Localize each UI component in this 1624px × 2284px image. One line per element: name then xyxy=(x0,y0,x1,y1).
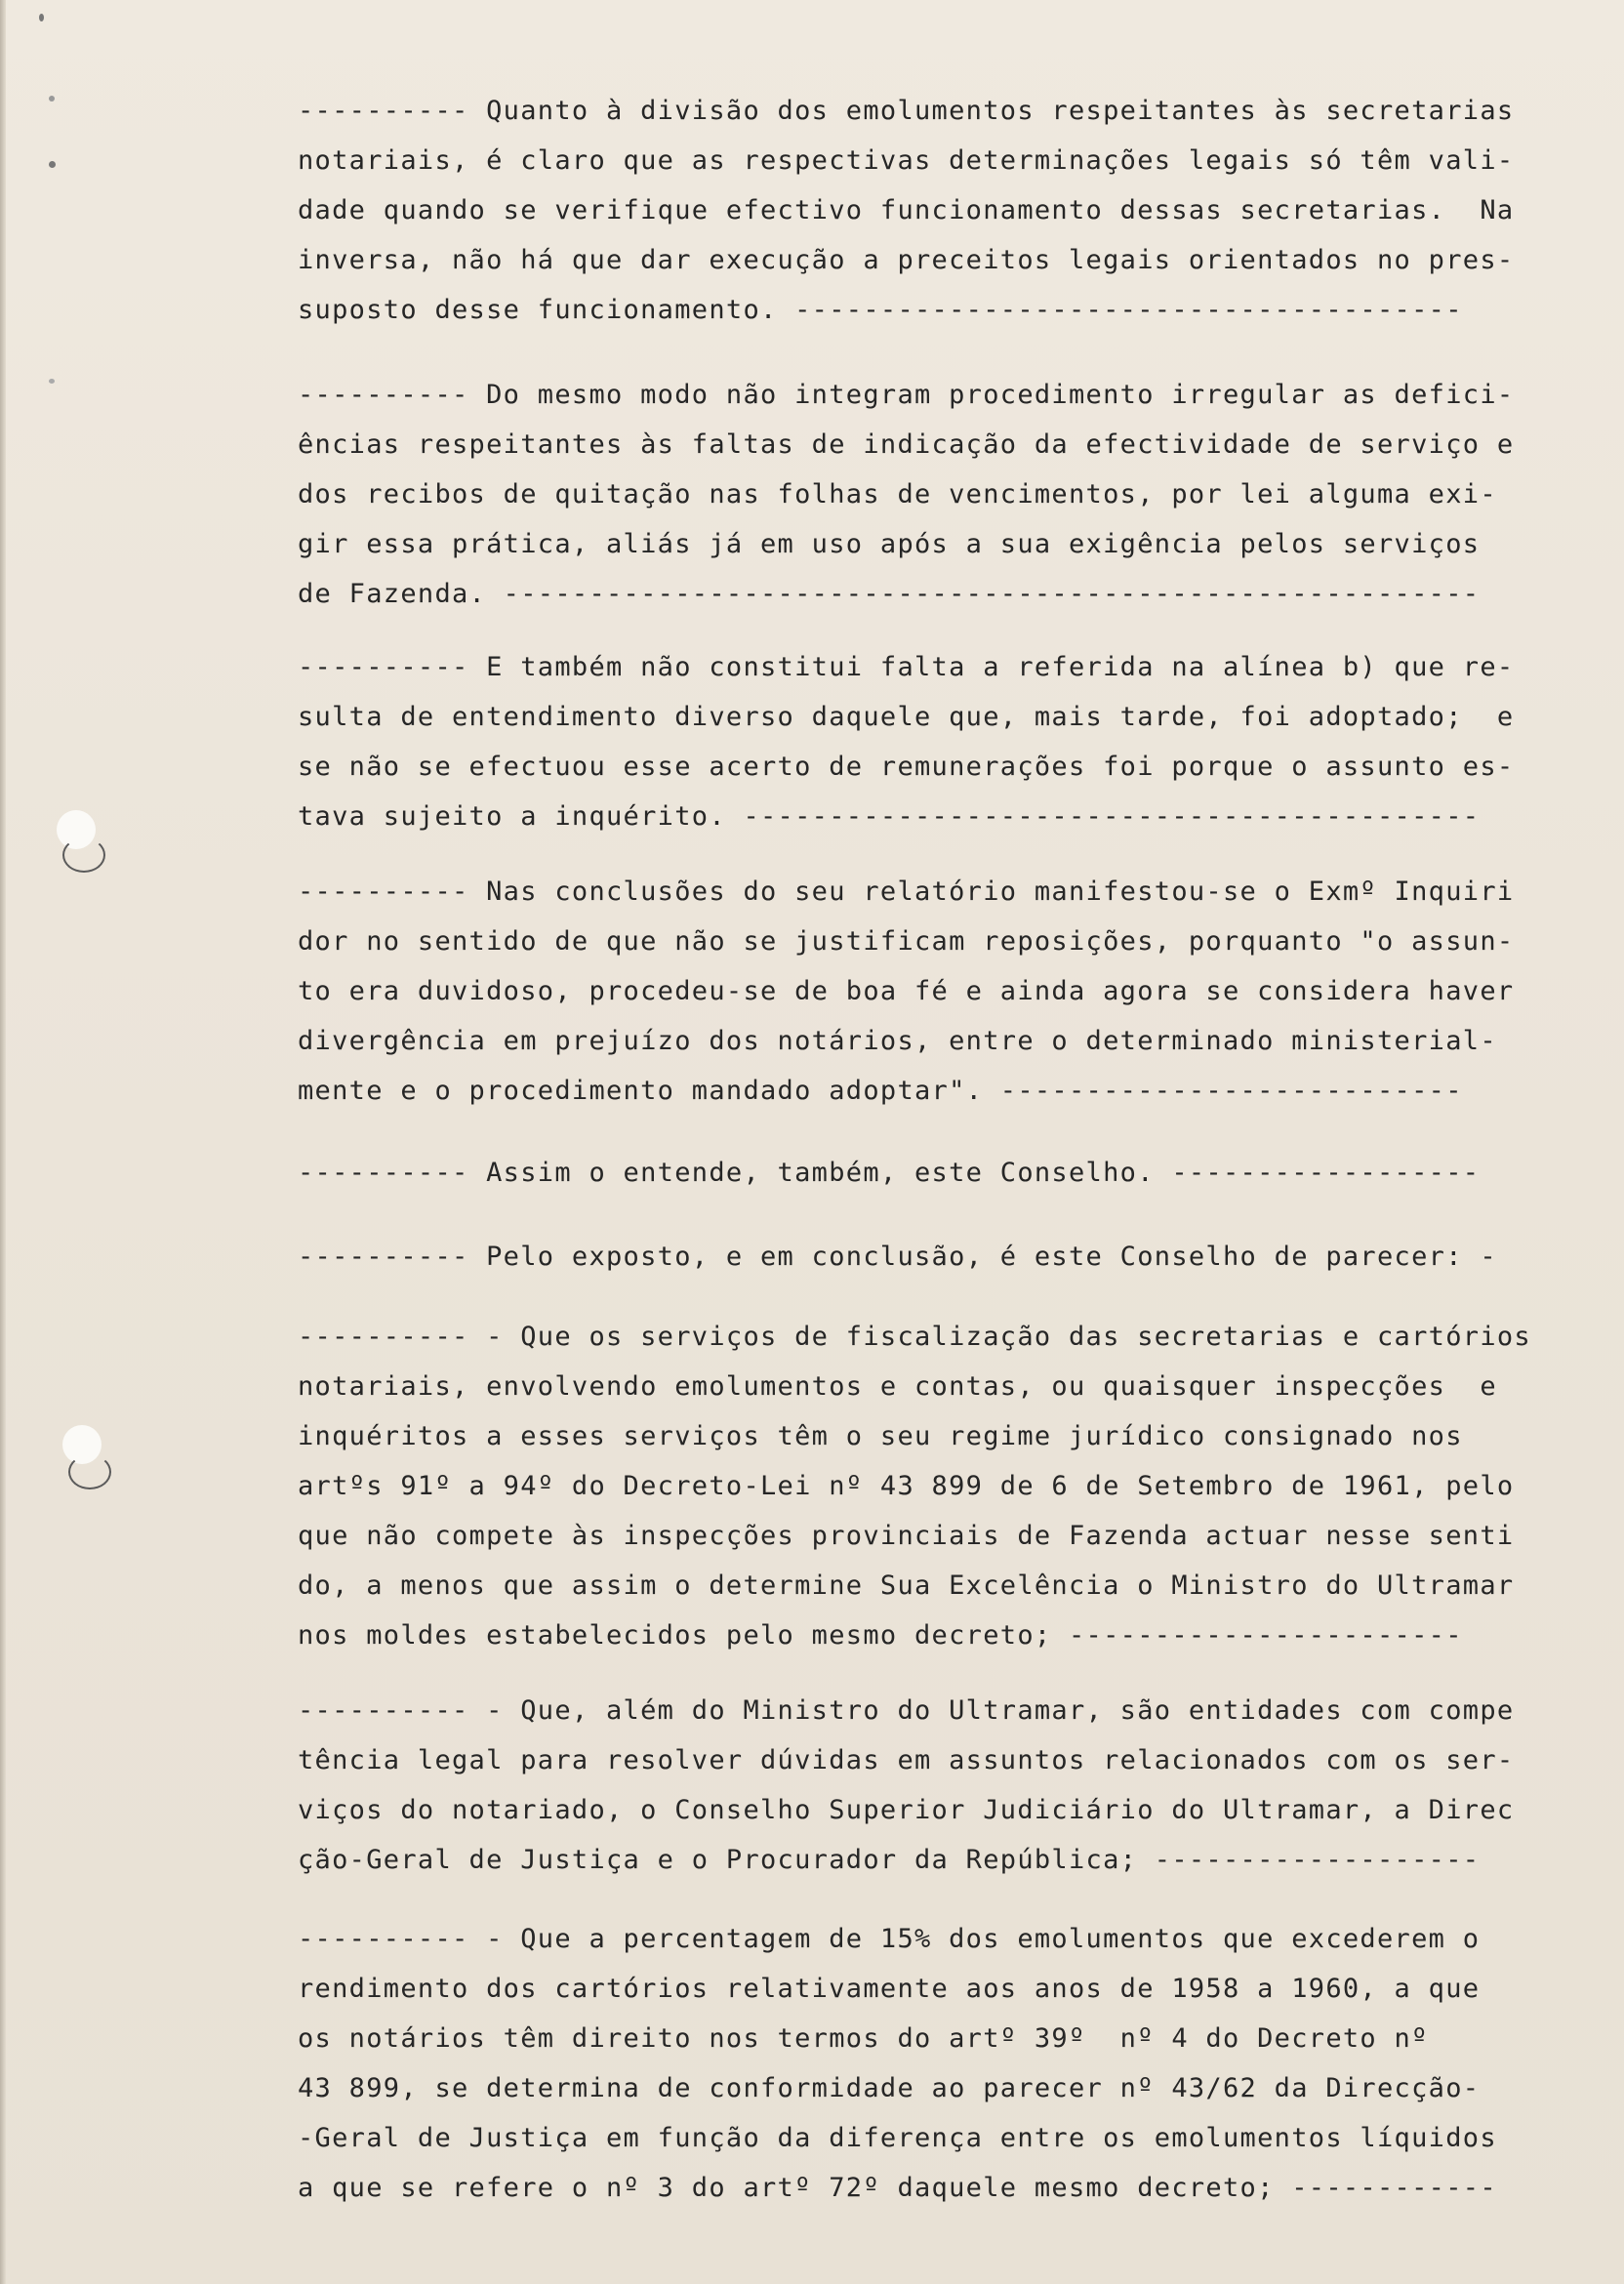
text-line: que não compete às inspecções provinciais de Fazenda actuar nesse senti xyxy=(298,1521,1515,1551)
punch-hole-bottom-ring xyxy=(68,1454,111,1489)
document-body xyxy=(298,1232,1596,1282)
text-line: inversa, não há que dar execução a preceitos legais orientados no pres- xyxy=(298,245,1515,275)
document-body xyxy=(298,86,1596,335)
paragraph-emolumentos-secretarias xyxy=(298,86,1596,335)
paragraph-conclusion-3-percentagem xyxy=(298,1914,1596,2213)
text-line: notariais, é claro que as respectivas determinações legais só têm vali- xyxy=(298,145,1515,176)
text-line: rendimento dos cartórios relativamente aos anos de 1958 a 1960, a que xyxy=(298,1974,1481,2004)
text-line: ---------- - Que os serviços de fiscalização das secretarias e cartórios xyxy=(298,1322,1531,1352)
text-line: divergência em prejuízo dos notários, entre o determinado ministerial- xyxy=(298,1026,1497,1056)
text-line: 43 899, se determina de conformidade ao parecer nº 43/62 da Direcção- xyxy=(298,2073,1481,2103)
text-line: suposto desse funcionamento. --------------------------------------- xyxy=(298,295,1463,325)
document-body xyxy=(298,867,1596,1116)
paragraph-conclusion-2-entidades xyxy=(298,1686,1596,1885)
text-line: mente e o procedimento mandado adoptar". --------------------------- xyxy=(298,1076,1463,1106)
text-line: ---------- Nas conclusões do seu relatório manifestou-se o Exmº Inquiri xyxy=(298,877,1515,907)
text-line: dade quando se verifique efectivo funcionamento dessas secretarias. Na xyxy=(298,195,1515,225)
margin-mark xyxy=(49,96,55,102)
margin-mark xyxy=(49,161,56,168)
text-line: notariais, envolvendo emolumentos e contas, ou quaisquer inspecções e xyxy=(298,1371,1497,1402)
paragraph-assim-entende xyxy=(298,1148,1596,1198)
text-line: ---------- Assim o entende, também, este Conselho. ------------------ xyxy=(298,1158,1481,1188)
text-line: ção-Geral de Justiça e o Procurador da República; ------------------- xyxy=(298,1845,1481,1875)
text-line: ---------- Quanto à divisão dos emolumentos respeitantes às secretarias xyxy=(298,96,1515,126)
text-line: se não se efectuou esse acerto de remunerações foi porque o assunto es- xyxy=(298,752,1515,782)
paragraph-deficiencias xyxy=(298,370,1596,619)
text-line: -Geral de Justiça em função da diferença entre os emolumentos líquidos xyxy=(298,2123,1497,2153)
text-line: de Fazenda. --------------------------------------------------------- xyxy=(298,579,1481,609)
text-line: dos recibos de quitação nas folhas de vencimentos, por lei alguma exi- xyxy=(298,479,1497,510)
text-line: ---------- E também não constitui falta a referida na alínea b) que re- xyxy=(298,652,1515,682)
paragraph-pelo-exposto xyxy=(298,1232,1596,1282)
paragraph-alinea-b xyxy=(298,642,1596,841)
document-body xyxy=(298,642,1596,841)
text-line: ---------- Do mesmo modo não integram procedimento irregular as defici- xyxy=(298,380,1515,410)
text-line: viços do notariado, o Conselho Superior Judiciário do Ultramar, a Direc xyxy=(298,1795,1515,1825)
page-fold-edge xyxy=(0,0,6,2284)
text-line: to era duvidoso, procedeu-se de boa fé e ainda agora se considera haver xyxy=(298,976,1515,1006)
text-line: tência legal para resolver dúvidas em assuntos relacionados com os ser- xyxy=(298,1745,1515,1775)
text-line: ---------- Pelo exposto, e em conclusão, é este Conselho de parecer: - xyxy=(298,1242,1497,1272)
text-line: os notários têm direito nos termos do artº 39º nº 4 do Decreto nº xyxy=(298,2023,1429,2054)
document-body xyxy=(298,1312,1596,1660)
text-line: dor no sentido de que não se justificam reposições, porquanto "o assun- xyxy=(298,926,1515,957)
text-line: gir essa prática, aliás já em uso após a sua exigência pelos serviços xyxy=(298,529,1481,559)
text-line: ---------- - Que, além do Ministro do Ultramar, são entidades com compe xyxy=(298,1695,1515,1726)
text-line: tava sujeito a inquérito. ------------------------------------------- xyxy=(298,801,1481,832)
text-line: ências respeitantes às faltas de indicação da efectividade de serviço e xyxy=(298,429,1515,460)
text-line: artºs 91º a 94º do Decreto-Lei nº 43 899 de 6 de Setembro de 1961, pelo xyxy=(298,1471,1515,1501)
document-body xyxy=(298,1914,1596,2213)
document-body xyxy=(298,1148,1596,1198)
text-line: ---------- - Que a percentagem de 15% dos emolumentos que excederem o xyxy=(298,1924,1481,1954)
text-line: sulta de entendimento diverso daquele que, mais tarde, foi adoptado; e xyxy=(298,702,1515,732)
document-body xyxy=(298,370,1596,619)
text-line: do, a menos que assim o determine Sua Excelência o Ministro do Ultramar xyxy=(298,1570,1515,1601)
text-line: inquéritos a esses serviços têm o seu regime jurídico consignado nos xyxy=(298,1421,1463,1451)
margin-mark xyxy=(49,379,55,384)
paragraph-conclusoes-relatorio xyxy=(298,867,1596,1116)
text-line: nos moldes estabelecidos pelo mesmo decreto; ----------------------- xyxy=(298,1620,1463,1651)
punch-hole-top-ring xyxy=(62,837,105,873)
document-body xyxy=(298,1686,1596,1885)
paragraph-conclusion-1-fiscalizacao xyxy=(298,1312,1596,1660)
margin-mark xyxy=(39,14,44,21)
text-line: a que se refere o nº 3 do artº 72º daquele mesmo decreto; ------------ xyxy=(298,2173,1497,2203)
